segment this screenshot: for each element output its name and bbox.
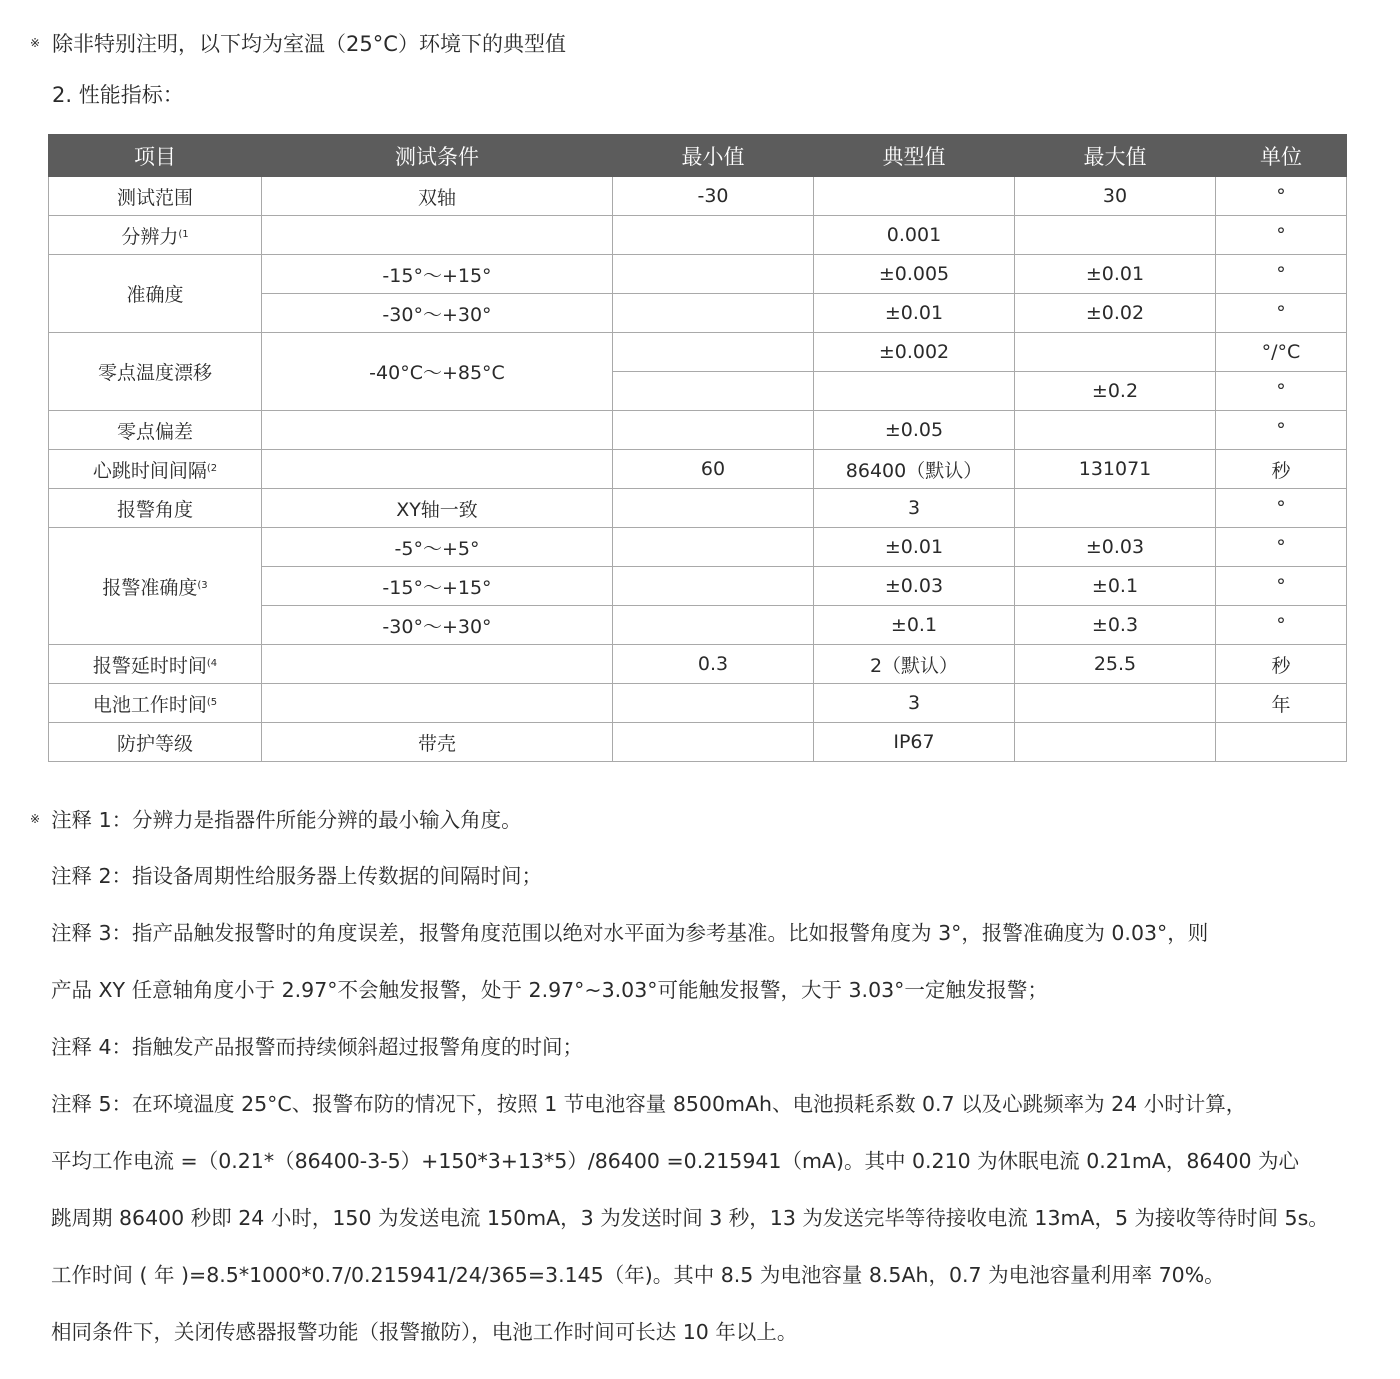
spec-table (48, 134, 1347, 762)
condition-cell: 带壳 (262, 723, 613, 762)
table-row (49, 216, 1347, 255)
note-line: 注释 4：指触发产品报警而持续倾斜超过报警角度的时间； (51, 1035, 584, 1059)
condition-cell: XY轴一致 (262, 489, 613, 528)
unit-cell: ° (1216, 567, 1347, 606)
item-cell: 测试范围 (49, 177, 262, 216)
table-row (49, 528, 1347, 567)
condition-cell: -15°～+15° (262, 255, 613, 294)
min-cell: 0.3 (613, 645, 814, 684)
note-line: 注释 3：指产品触发报警时的角度误差，报警角度范围以绝对水平面为参考基准。比如报警角度为 3°，报警准确度为 0.03°，则 (51, 921, 1209, 945)
table-row (49, 645, 1347, 684)
item-cell (49, 684, 262, 723)
max-cell: ±0.01 (1015, 255, 1216, 294)
top-note-text: 除非特别注明，以下均为室温（25°C）环境下的典型值 (52, 32, 566, 56)
unit-cell: ° (1216, 216, 1347, 255)
min-cell (613, 606, 814, 645)
typical-cell (814, 177, 1015, 216)
item-cell: 防护等级 (49, 723, 262, 762)
table-row (49, 489, 1347, 528)
note-line (30, 796, 1350, 853)
typical-cell: ±0.005 (814, 255, 1015, 294)
header-typical: 典型值 (814, 135, 1015, 177)
unit-cell: ° (1216, 528, 1347, 567)
condition-cell (262, 645, 613, 684)
notes-section (30, 796, 1350, 1366)
max-cell (1015, 333, 1216, 372)
unit-cell: ° (1216, 372, 1347, 411)
item-cell: 零点偏差 (49, 411, 262, 450)
condition-cell: -30°～+30° (262, 606, 613, 645)
table-header-row (49, 135, 1347, 177)
unit-cell: ° (1216, 606, 1347, 645)
typical-cell: ±0.1 (814, 606, 1015, 645)
footnote-ref: (1 (178, 228, 189, 240)
unit-cell: ° (1216, 489, 1347, 528)
header-min: 最小值 (613, 135, 814, 177)
condition-cell (262, 684, 613, 723)
top-note (30, 28, 566, 59)
typical-cell: 3 (814, 684, 1015, 723)
max-cell: ±0.1 (1015, 567, 1216, 606)
typical-cell: 86400（默认） (814, 450, 1015, 489)
item-label: 报警准确度 (102, 576, 198, 599)
max-cell: ±0.02 (1015, 294, 1216, 333)
table-row (49, 411, 1347, 450)
header-item: 项目 (49, 135, 262, 177)
max-cell: ±0.03 (1015, 528, 1216, 567)
condition-cell: -5°～+5° (262, 528, 613, 567)
note-line: 平均工作电流 =（0.21*（86400-3-5）+150*3+13*5）/86400 =0.215941（mA)。其中 0.210 为休眠电流 0.21mA，86400 为心 (51, 1149, 1300, 1173)
item-cell: 报警角度 (49, 489, 262, 528)
item-cell (49, 645, 262, 684)
note-line: 注释 2：指设备周期性给服务器上传数据的间隔时间； (51, 864, 543, 888)
footnote-ref: (2 (206, 462, 218, 474)
typical-cell: 3 (814, 489, 1015, 528)
table-row (49, 450, 1347, 489)
footnote-ref: (4 (206, 657, 218, 669)
typical-cell: ±0.03 (814, 567, 1015, 606)
min-cell (613, 723, 814, 762)
item-cell: 准确度 (49, 255, 262, 333)
max-cell: ±0.2 (1015, 372, 1216, 411)
max-cell: 30 (1015, 177, 1216, 216)
max-cell (1015, 216, 1216, 255)
typical-cell: IP67 (814, 723, 1015, 762)
condition-cell: -30°～+30° (262, 294, 613, 333)
condition-cell (262, 411, 613, 450)
table-row (49, 177, 1347, 216)
unit-cell: 秒 (1216, 645, 1347, 684)
header-condition: 测试条件 (262, 135, 613, 177)
note-line: 跳周期 86400 秒即 24 小时，150 为发送电流 150mA，3 为发送时间 3 秒，13 为发送完毕等待接收电流 13mA，5 为接收等待时间 5s。 (51, 1206, 1329, 1230)
typical-cell: ±0.01 (814, 294, 1015, 333)
unit-cell: 秒 (1216, 450, 1347, 489)
typical-cell (814, 372, 1015, 411)
table-row (49, 723, 1347, 762)
note-text: 注释 1：分辨力是指器件所能分辨的最小输入角度。 (51, 808, 522, 832)
note-line: 注释 5：在环境温度 25°C、报警布防的情况下，按照 1 节电池容量 8500mAh、电池损耗系数 0.7 以及心跳频率为 24 小时计算， (51, 1092, 1247, 1116)
typical-cell: ±0.01 (814, 528, 1015, 567)
unit-cell: °/°C (1216, 333, 1347, 372)
unit-cell: ° (1216, 177, 1347, 216)
item-cell: 零点温度漂移 (49, 333, 262, 411)
condition-cell: -15°～+15° (262, 567, 613, 606)
min-cell (613, 372, 814, 411)
unit-cell (1216, 723, 1347, 762)
typical-cell: 2（默认） (814, 645, 1015, 684)
item-label: 心跳时间间隔 (92, 459, 207, 482)
min-cell (613, 333, 814, 372)
min-cell (613, 294, 814, 333)
table-row (49, 255, 1347, 294)
condition-cell: 双轴 (262, 177, 613, 216)
condition-cell (262, 450, 613, 489)
typical-cell: ±0.002 (814, 333, 1015, 372)
note-line: 相同条件下，关闭传感器报警功能（报警撤防），电池工作时间可长达 10 年以上。 (51, 1320, 798, 1344)
table-row (49, 333, 1347, 372)
unit-cell: ° (1216, 255, 1347, 294)
item-cell (49, 216, 262, 255)
min-cell (613, 528, 814, 567)
max-cell: ±0.3 (1015, 606, 1216, 645)
item-label: 分辨力 (121, 225, 179, 248)
asterisk-mark: ※ (30, 36, 41, 50)
section-title: 2. 性能指标： (52, 83, 184, 107)
item-cell (49, 528, 262, 645)
typical-cell: ±0.05 (814, 411, 1015, 450)
unit-cell: ° (1216, 411, 1347, 450)
max-cell (1015, 411, 1216, 450)
header-unit: 单位 (1216, 135, 1347, 177)
item-cell (49, 450, 262, 489)
min-cell (613, 255, 814, 294)
min-cell: 60 (613, 450, 814, 489)
header-max: 最大值 (1015, 135, 1216, 177)
max-cell (1015, 723, 1216, 762)
footnote-ref: (5 (206, 696, 218, 708)
min-cell (613, 489, 814, 528)
min-cell: -30 (613, 177, 814, 216)
item-label: 报警延时时间 (92, 654, 207, 677)
max-cell: 25.5 (1015, 645, 1216, 684)
note-line: 工作时间 ( 年 )=8.5*1000*0.7/0.215941/24/365=3.145（年)。其中 8.5 为电池容量 8.5Ah，0.7 为电池容量利用率 70%。 (51, 1263, 1225, 1287)
footnote-ref: (3 (197, 579, 208, 591)
max-cell: 131071 (1015, 450, 1216, 489)
min-cell (613, 567, 814, 606)
unit-cell: 年 (1216, 684, 1347, 723)
max-cell (1015, 684, 1216, 723)
min-cell (613, 411, 814, 450)
max-cell (1015, 489, 1216, 528)
table-row (49, 684, 1347, 723)
item-label: 电池工作时间 (92, 693, 207, 716)
condition-cell (262, 216, 613, 255)
condition-cell: -40°C～+85°C (262, 333, 613, 411)
note-line: 产品 XY 任意轴角度小于 2.97°不会触发报警，处于 2.97°~3.03°可能触发报警，大于 3.03°一定触发报警； (51, 978, 1048, 1002)
asterisk-mark: ※ (30, 812, 41, 826)
min-cell (613, 216, 814, 255)
min-cell (613, 684, 814, 723)
unit-cell: ° (1216, 294, 1347, 333)
typical-cell: 0.001 (814, 216, 1015, 255)
